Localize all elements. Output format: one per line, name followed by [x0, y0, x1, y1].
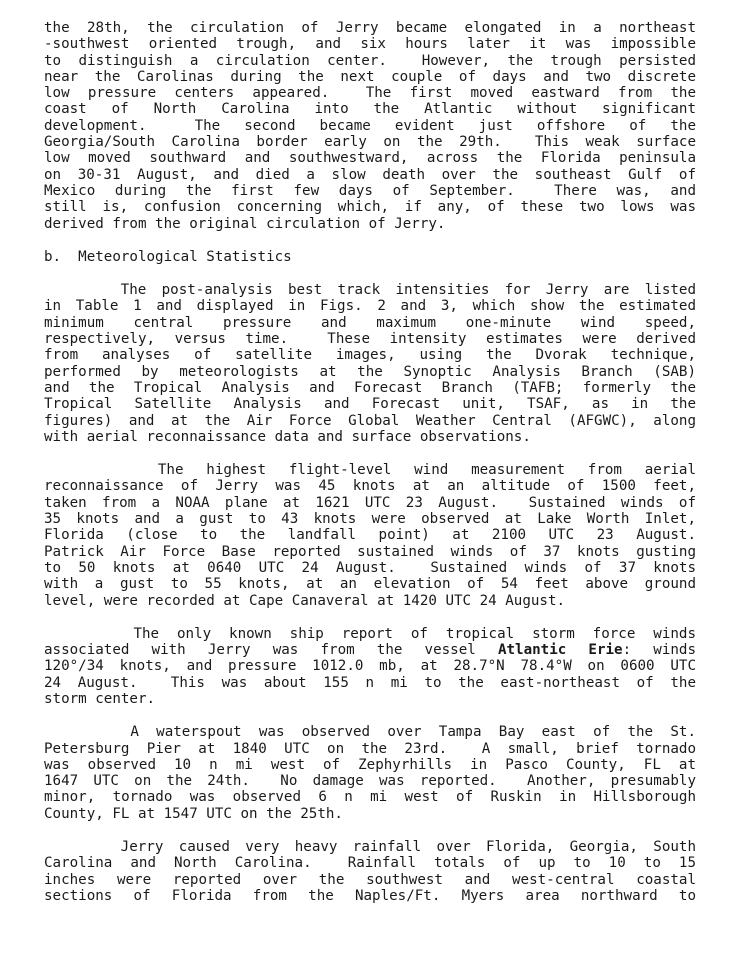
text-line: 35 knots and a gust to 43 knots were observed at Lake Worth Inlet, [44, 511, 696, 528]
text-line: development. The second became evident just offshore of the [44, 117, 696, 134]
paragraph-ship-report [44, 626, 696, 707]
ship-line-2-after: : winds [622, 642, 696, 659]
text-line: The post-analysis best track intensities for Jerry are listed [44, 282, 696, 299]
ship-line-1: The only known ship report of tropical storm force winds [44, 625, 696, 642]
text-line: minimum central pressure and maximum one-minute wind speed, [44, 314, 696, 331]
section-heading-text: b. Meteorological Statistics [44, 248, 292, 265]
ship-line-2-before: associated with Jerry was from the vessel [44, 642, 498, 659]
text-line: performed by meteorologists at the Synoptic Analysis Branch (SAB) [44, 363, 696, 380]
ship-line-5: storm center. [44, 690, 156, 707]
text-line: was observed 10 n mi west of Zephyrhills in Pasco County, FL at [44, 756, 696, 773]
paragraph-flight-level-wind [44, 462, 696, 609]
text-line: Carolina and North Carolina. Rainfall totals of up to 10 to 15 [44, 855, 696, 872]
document-page [44, 20, 696, 904]
text-line: taken from a NOAA plane at 1621 UTC 23 August. Sustained winds of [44, 494, 696, 511]
text-line: Georgia/South Carolina border early on the 29th. This weak surface [44, 134, 696, 151]
paragraph-rainfall [44, 839, 696, 904]
text-line: still is, confusion concerning which, if any, of these two lows was [44, 199, 696, 216]
ship-line-3: 120°/34 knots, and pressure 1012.0 mb, at 28.7°N 78.4°W on 0600 UTC [44, 658, 696, 675]
paragraph-jerry-circulation [44, 20, 696, 232]
paragraph-best-track [44, 282, 696, 445]
ship-line-2 [44, 642, 696, 658]
text-line: Tropical Satellite Analysis and Forecast unit, TSAF, as in the [44, 396, 696, 413]
text-line: level, were recorded at Cape Canaveral at 1420 UTC 24 August. [44, 592, 566, 609]
text-line: The highest flight-level wind measurement from aerial [44, 462, 696, 479]
text-line: coast of North Carolina into the Atlantic without significant [44, 101, 696, 118]
text-line: the 28th, the circulation of Jerry became elongated in a northeast [44, 20, 696, 36]
text-line: -southwest oriented trough, and six hours later it was impossible [44, 36, 696, 53]
text-line: 1647 UTC on the 24th. No damage was reported. Another, presumably [44, 773, 696, 790]
text-line: Florida (close to the landfall point) at 2100 UTC 23 August. [44, 527, 696, 544]
text-line: with a gust to 55 knots, at an elevation of 54 feet above ground [44, 576, 696, 593]
text-line: County, FL at 1547 UTC on the 25th. [44, 805, 343, 822]
text-line: low pressure centers appeared. The first moved eastward from the [44, 85, 696, 102]
text-line: from analyses of satellite images, using the Dvorak technique, [44, 347, 696, 364]
text-line: Patrick Air Force Base reported sustained winds of 37 knots gusting [44, 543, 696, 560]
text-line: to distinguish a circulation center. However, the trough persisted [44, 52, 696, 69]
text-line: near the Carolinas during the next couple of days and two discrete [44, 68, 696, 85]
text-line: derived from the original circulation of Jerry. [44, 215, 446, 232]
text-line: Jerry caused very heavy rainfall over Florida, Georgia, South [44, 839, 696, 856]
text-line: minor, tornado was observed 6 n mi west of Ruskin in Hillsborough [44, 789, 696, 806]
text-line: sections of Florida from the Naples/Ft. Myers area northward to [44, 887, 696, 904]
text-line: to 50 knots at 0640 UTC 24 August. Sustained winds of 37 knots [44, 559, 696, 576]
vessel-name: Atlantic Erie [497, 642, 623, 659]
text-line: low moved southward and southwestward, across the Florida peninsula [44, 150, 696, 167]
text-line: on 30-31 August, and died a slow death over the southeast Gulf of [44, 166, 696, 183]
text-line: and the Tropical Analysis and Forecast Branch (TAFB; formerly the [44, 379, 696, 396]
text-line: with aerial reconnaissance data and surface observations. [44, 428, 531, 445]
text-line: Mexico during the first few days of September. There was, and [44, 182, 696, 199]
text-line: Petersburg Pier at 1840 UTC on the 23rd. A small, brief tornado [44, 740, 696, 757]
text-line: respectively, versus time. These intensity estimates were derived [44, 331, 696, 348]
text-line: A waterspout was observed over Tampa Bay east of the St. [44, 724, 696, 741]
text-line: reconnaissance of Jerry was 45 knots at an altitude of 1500 feet, [44, 478, 696, 495]
text-line: inches were reported over the southwest and west-central coastal [44, 871, 696, 888]
section-heading [44, 249, 696, 265]
text-line: in Table 1 and displayed in Figs. 2 and 3, which show the estimated [44, 298, 696, 315]
ship-line-4: 24 August. This was about 155 n mi to the east-northeast of the [44, 674, 696, 691]
paragraph-tornado [44, 724, 696, 822]
text-line: figures) and at the Air Force Global Weather Central (AFGWC), along [44, 412, 696, 429]
